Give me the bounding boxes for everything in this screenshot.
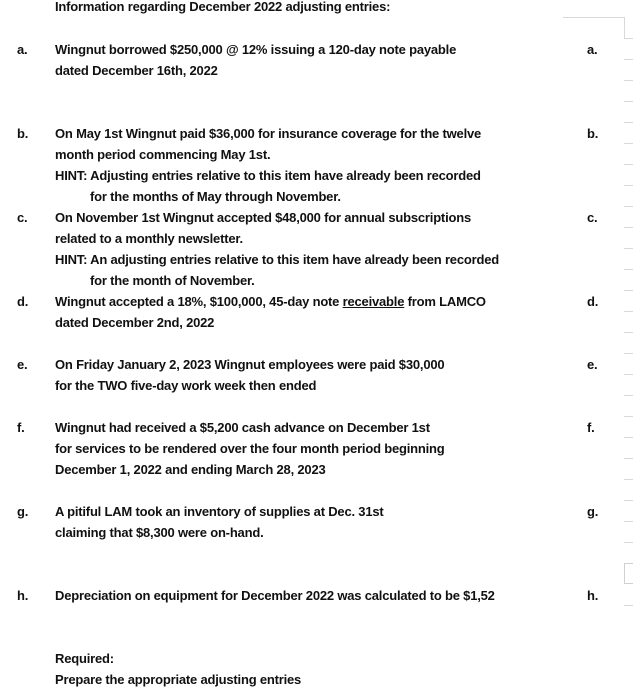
item-b-label: b. [17, 126, 29, 141]
item-c-right-label: c. [587, 210, 598, 225]
item-h-line-1: Depreciation on equipment for December 2022 was calculated to be $1,52 [55, 588, 495, 603]
gridline-tick [624, 542, 633, 543]
gridline-tick [624, 143, 633, 144]
gridline-tick [624, 395, 633, 396]
item-c-line-1: On November 1st Wingnut accepted $48,000 for annual subscriptions [55, 210, 471, 225]
item-e-line-2: for the TWO five-day work week then ended [55, 378, 317, 393]
item-d-right-label: d. [587, 294, 599, 309]
item-c-hint-2: for the month of November. [90, 273, 255, 288]
item-a-line-1: Wingnut borrowed $250,000 @ 12% issuing a 120-day note payable [55, 42, 457, 57]
right-frame-side-border [624, 17, 625, 38]
item-f-label: f. [17, 420, 25, 435]
required-text: Prepare the appropriate adjusting entries [55, 672, 302, 687]
gridline-tick [624, 38, 633, 39]
required-heading: Required: [55, 651, 114, 666]
item-h-right-label: h. [587, 588, 599, 603]
item-d-label: d. [17, 294, 29, 309]
page-title: Information regarding December 2022 adjusting entries: [55, 0, 391, 14]
gridline-tick [624, 311, 633, 312]
gridline-tick [624, 59, 633, 60]
gridline-tick [624, 122, 633, 123]
item-g-line-1: A pitiful LAM took an inventory of supplies at Dec. 31st [55, 504, 384, 519]
item-f-line-3: December 1, 2022 and ending March 28, 2023 [55, 462, 326, 477]
gridline-tick [624, 479, 633, 480]
item-c-line-2: related to a monthly newsletter. [55, 231, 243, 246]
item-g-label: g. [17, 504, 29, 519]
item-g-right-label: g. [587, 504, 599, 519]
gridline-tick [624, 416, 633, 417]
item-d-line-2: dated December 2nd, 2022 [55, 315, 215, 330]
item-d-line-1-pre: Wingnut accepted a 18%, $100,000, 45-day note [55, 294, 343, 309]
item-f-right-label: f. [587, 420, 595, 435]
item-f-line-2: for services to be rendered over the four month period beginning [55, 441, 445, 456]
right-frame-top-border [563, 17, 624, 18]
gridline-tick [624, 101, 633, 102]
item-b-line-2: month period commencing May 1st. [55, 147, 271, 162]
item-b-hint-1: HINT: Adjusting entries relative to this item have already been recorded [55, 168, 481, 183]
item-f-line-1: Wingnut had received a $5,200 cash advance on December 1st [55, 420, 430, 435]
gridline-tick [624, 605, 633, 606]
item-c-label: c. [17, 210, 28, 225]
item-e-right-label: e. [587, 357, 598, 372]
gridline-tick [624, 206, 633, 207]
item-b-hint-2: for the months of May through November. [90, 189, 341, 204]
gridline-tick [624, 374, 633, 375]
gridline-tick [624, 353, 633, 354]
gridline-tick [624, 80, 633, 81]
item-b-line-1: On May 1st Wingnut paid $36,000 for insurance coverage for the twelve [55, 126, 482, 141]
item-a-line-2: dated December 16th, 2022 [55, 63, 218, 78]
underlined-word-receivable: receivable [342, 294, 405, 309]
item-b-right-label: b. [587, 126, 599, 141]
item-e-label: e. [17, 357, 28, 372]
gridline-tick [624, 458, 633, 459]
item-e-line-1: On Friday January 2, 2023 Wingnut employees were paid $30,000 [55, 357, 445, 372]
gridline-tick [624, 248, 633, 249]
item-d-line-1 [55, 291, 486, 312]
item-a-label: a. [17, 42, 28, 57]
gridline-tick [624, 185, 633, 186]
gridline-tick [624, 227, 633, 228]
right-edge-cell-box [624, 563, 633, 584]
item-g-line-2: claiming that $8,300 were on-hand. [55, 525, 264, 540]
gridline-tick [624, 290, 633, 291]
gridline-tick [624, 521, 633, 522]
gridline-tick [624, 269, 633, 270]
gridline-tick [624, 164, 633, 165]
gridline-tick [624, 332, 633, 333]
item-c-hint-1: HINT: An adjusting entries relative to this item have already been recorded [55, 252, 499, 267]
item-h-label: h. [17, 588, 29, 603]
gridline-tick [624, 500, 633, 501]
item-d-line-1-post: from LAMCO [404, 294, 486, 309]
item-a-right-label: a. [587, 42, 598, 57]
gridline-tick [624, 437, 633, 438]
